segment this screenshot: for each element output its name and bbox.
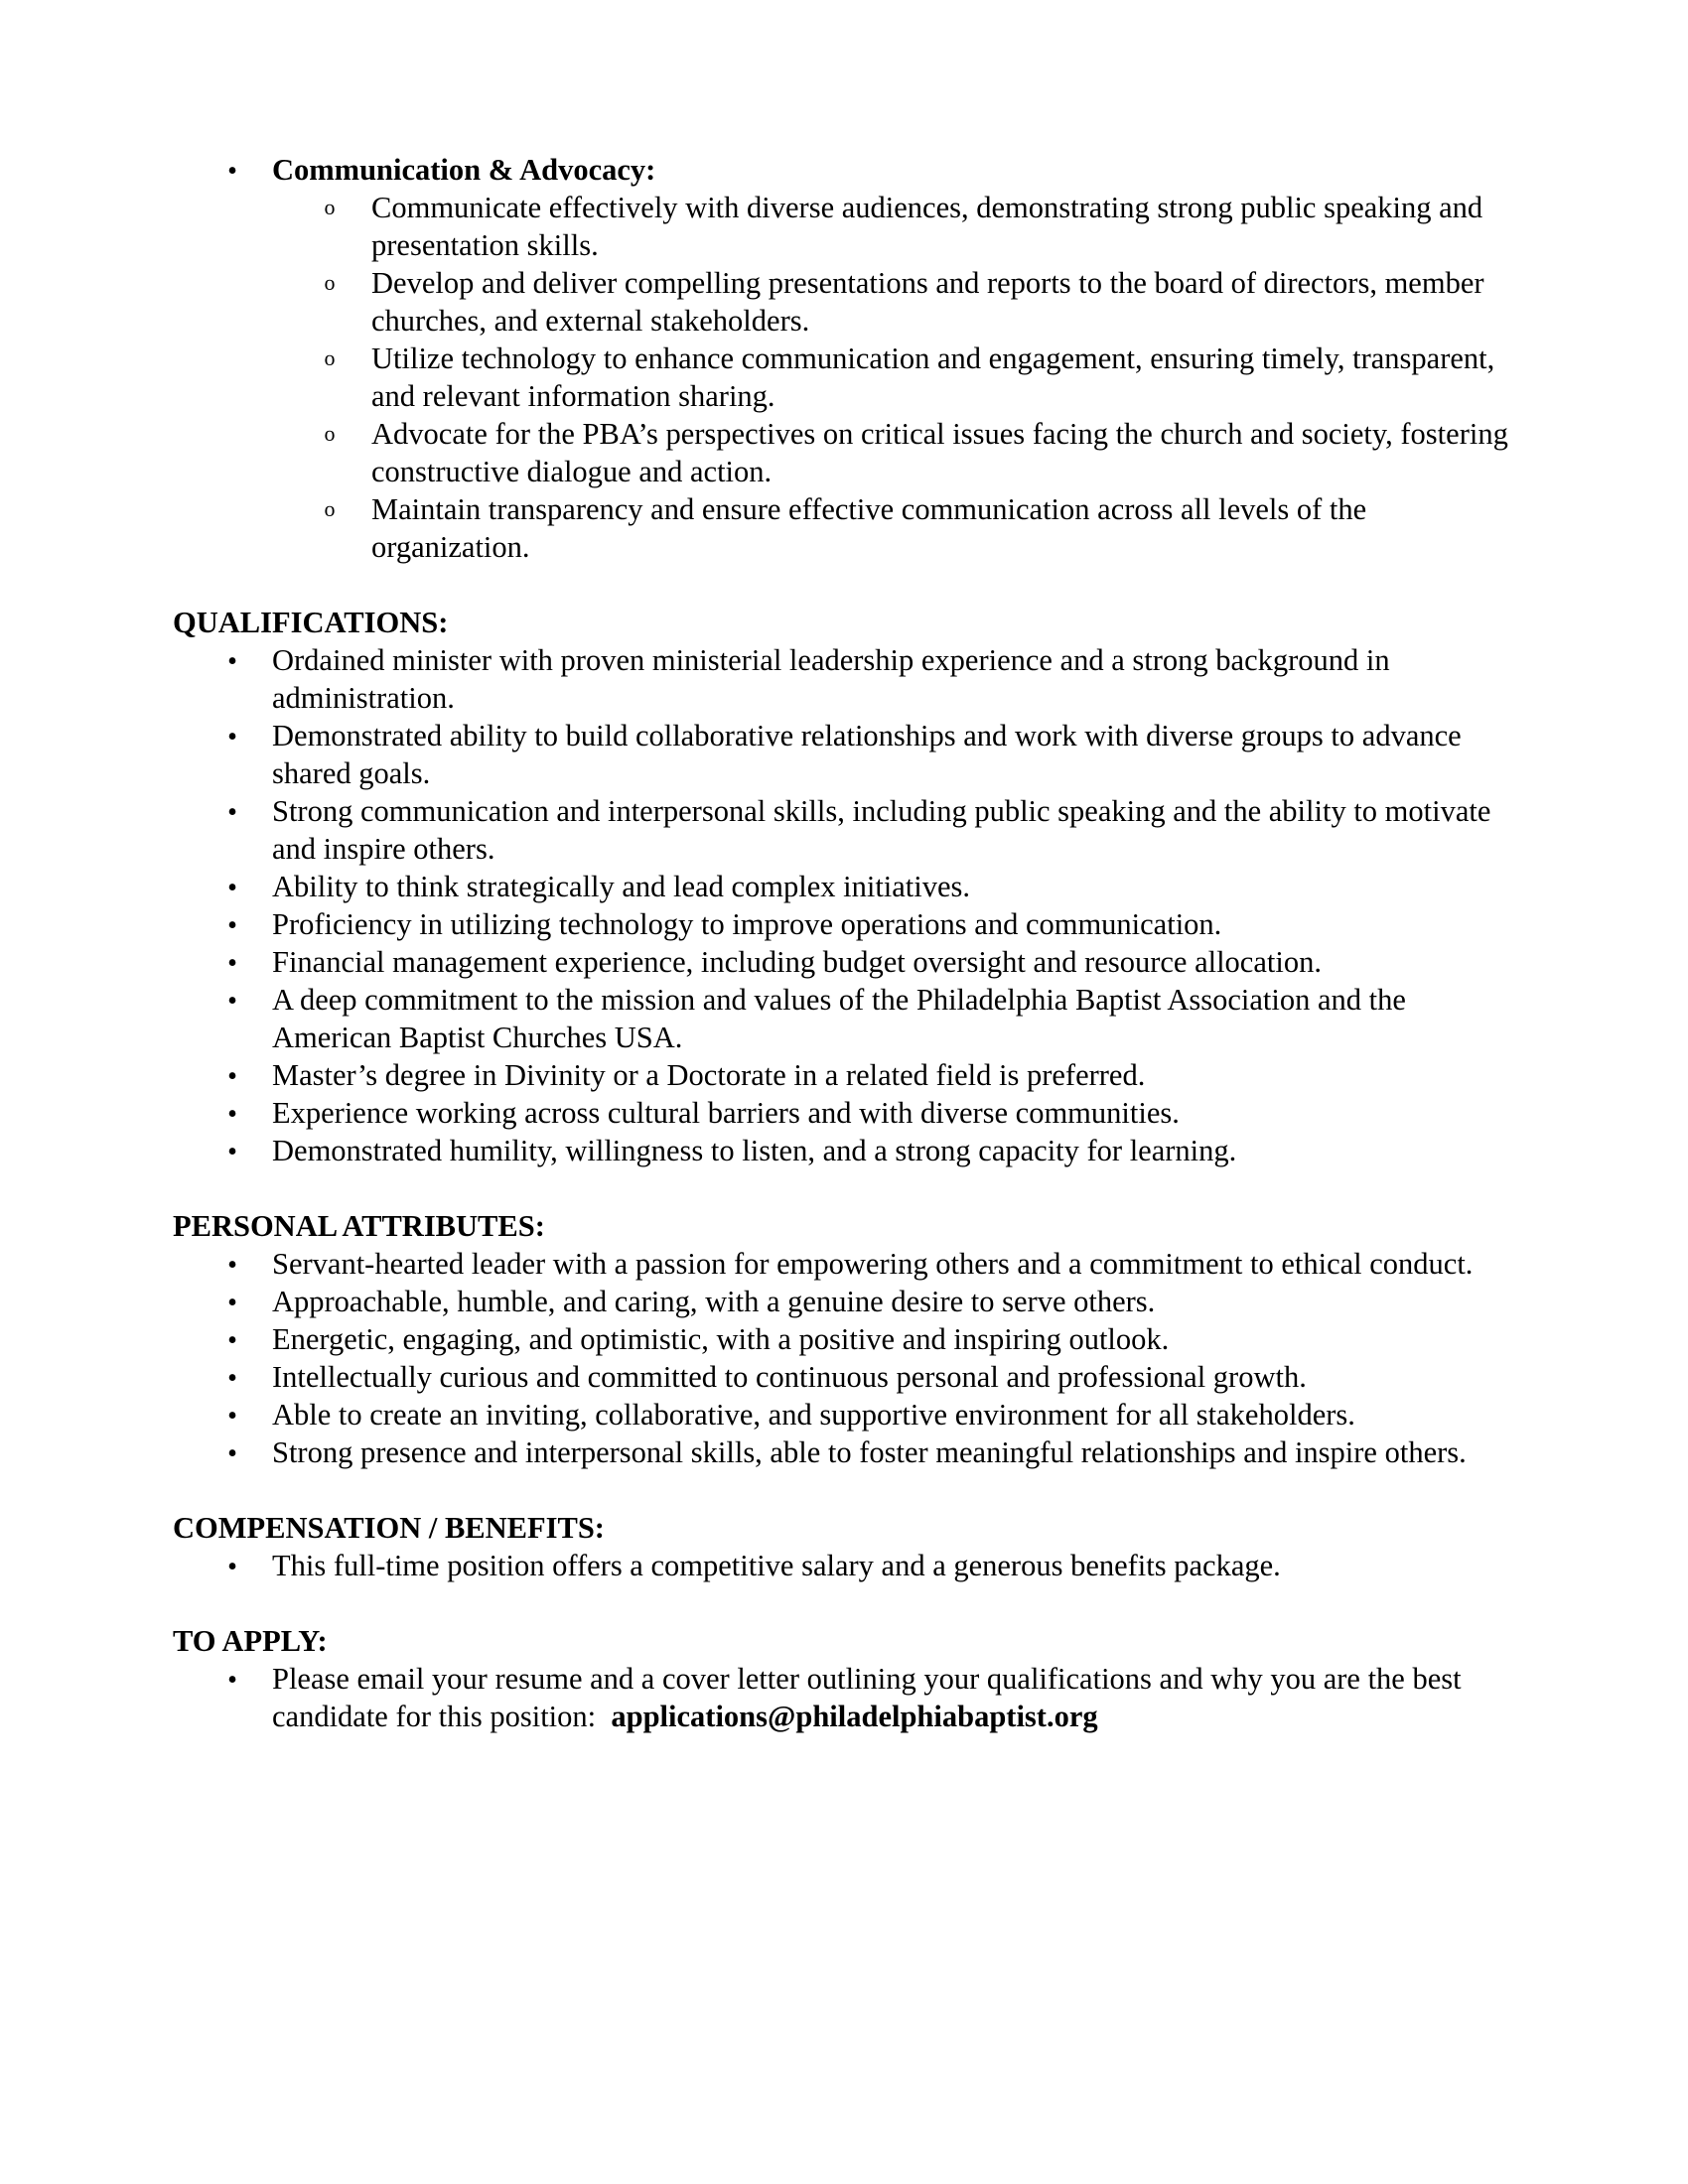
spacer xyxy=(173,1169,1523,1207)
bullet-icon xyxy=(222,151,242,191)
bullet-icon xyxy=(222,1358,242,1398)
compensation-heading: COMPENSATION / BENEFITS: xyxy=(173,1511,605,1545)
communication-subitems xyxy=(272,189,1523,566)
spacer xyxy=(173,1471,1523,1509)
spacer xyxy=(173,566,1523,604)
circle-bullet-icon: o xyxy=(324,195,336,219)
bullet-icon xyxy=(222,981,242,1021)
list-item: • Demonstrated ability to build collaborative relationships and work with diverse groups to advance shared goals. xyxy=(173,717,1523,792)
list-item: • This full-time position offers a competitive salary and a generous benefits package. xyxy=(173,1547,1523,1584)
list-item: o Maintain transparency and ensure effective communication across all levels of the organization. xyxy=(272,490,1523,566)
bullet-icon xyxy=(222,1320,242,1360)
list-item: • Proficiency in utilizing technology to improve operations and communication. xyxy=(173,905,1523,943)
bullet-icon xyxy=(222,1283,242,1322)
section-title-communication: Communication & Advocacy: xyxy=(272,153,656,187)
circle-bullet-icon: o xyxy=(324,421,336,446)
list-item: • Experience working across cultural barriers and with diverse communities. xyxy=(173,1094,1523,1132)
list-item: • Financial management experience, including budget oversight and resource allocation. xyxy=(173,943,1523,981)
qualifications-list xyxy=(173,641,1523,1169)
list-item xyxy=(173,151,1523,566)
compensation-list xyxy=(173,1547,1523,1584)
list-item: • Energetic, engaging, and optimistic, with a positive and inspiring outlook. xyxy=(173,1320,1523,1358)
bullet-icon xyxy=(222,1094,242,1134)
list-item: • Master’s degree in Divinity or a Doctorate in a related field is preferred. xyxy=(173,1056,1523,1094)
bullet-icon xyxy=(222,792,242,832)
communication-advocacy-list xyxy=(173,151,1523,566)
list-item: • Strong presence and interpersonal skills, able to foster meaningful relationships and inspire others. xyxy=(173,1433,1523,1471)
circle-bullet-icon: o xyxy=(324,345,336,370)
bullet-icon xyxy=(222,868,242,907)
circle-bullet-icon: o xyxy=(324,496,336,521)
list-item: o Develop and deliver compelling presentations and reports to the board of directors, member churches, and external stakeholders. xyxy=(272,264,1523,340)
list-item: o Advocate for the PBA’s perspectives on critical issues facing the church and society, fostering constructive dialogue and action. xyxy=(272,415,1523,490)
to-apply-list xyxy=(173,1660,1523,1735)
list-item: • Intellectually curious and committed to continuous personal and professional growth. xyxy=(173,1358,1523,1396)
list-item: • Able to create an inviting, collaborative, and supportive environment for all stakeholders. xyxy=(173,1396,1523,1433)
bullet-icon xyxy=(222,1056,242,1096)
application-email: applications@philadelphiabaptist.org xyxy=(611,1700,1098,1733)
list-item: o Utilize technology to enhance communication and engagement, ensuring timely, transparent, and relevant information sharing. xyxy=(272,340,1523,415)
bullet-icon xyxy=(222,717,242,756)
personal-attributes-heading: PERSONAL ATTRIBUTES: xyxy=(173,1209,545,1243)
qualifications-heading: QUALIFICATIONS: xyxy=(173,606,449,639)
list-item: • Demonstrated humility, willingness to listen, and a strong capacity for learning. xyxy=(173,1132,1523,1169)
personal-attributes-list xyxy=(173,1245,1523,1471)
bullet-icon xyxy=(222,1245,242,1285)
bullet-icon xyxy=(222,1396,242,1435)
bullet-icon xyxy=(222,1433,242,1473)
list-item: o Communicate effectively with diverse audiences, demonstrating strong public speaking and presentation skills. xyxy=(272,189,1523,264)
list-item: • Approachable, humble, and caring, with a genuine desire to serve others. xyxy=(173,1283,1523,1320)
list-item: • Ordained minister with proven ministerial leadership experience and a strong background in administration. xyxy=(173,641,1523,717)
bullet-icon xyxy=(222,1547,242,1586)
list-item: • A deep commitment to the mission and values of the Philadelphia Baptist Association and the American Baptist Churches USA. xyxy=(173,981,1523,1056)
list-item: • Strong communication and interpersonal skills, including public speaking and the ability to motivate and inspire others. xyxy=(173,792,1523,868)
circle-bullet-icon: o xyxy=(324,270,336,295)
list-item: • Servant-hearted leader with a passion for empowering others and a commitment to ethical conduct. xyxy=(173,1245,1523,1283)
bullet-icon xyxy=(222,943,242,983)
document-content xyxy=(173,151,1523,1735)
spacer xyxy=(173,1584,1523,1622)
to-apply-heading: TO APPLY: xyxy=(173,1624,328,1658)
bullet-icon xyxy=(222,905,242,945)
list-item xyxy=(173,1660,1523,1735)
apply-instructions: Please email your resume and a cover letter outlining your qualifications and why you are the best candidate for this position: xyxy=(272,1662,1462,1733)
bullet-icon xyxy=(222,1132,242,1171)
bullet-icon xyxy=(222,1660,242,1700)
list-item: • Ability to think strategically and lead complex initiatives. xyxy=(173,868,1523,905)
bullet-icon xyxy=(222,641,242,681)
